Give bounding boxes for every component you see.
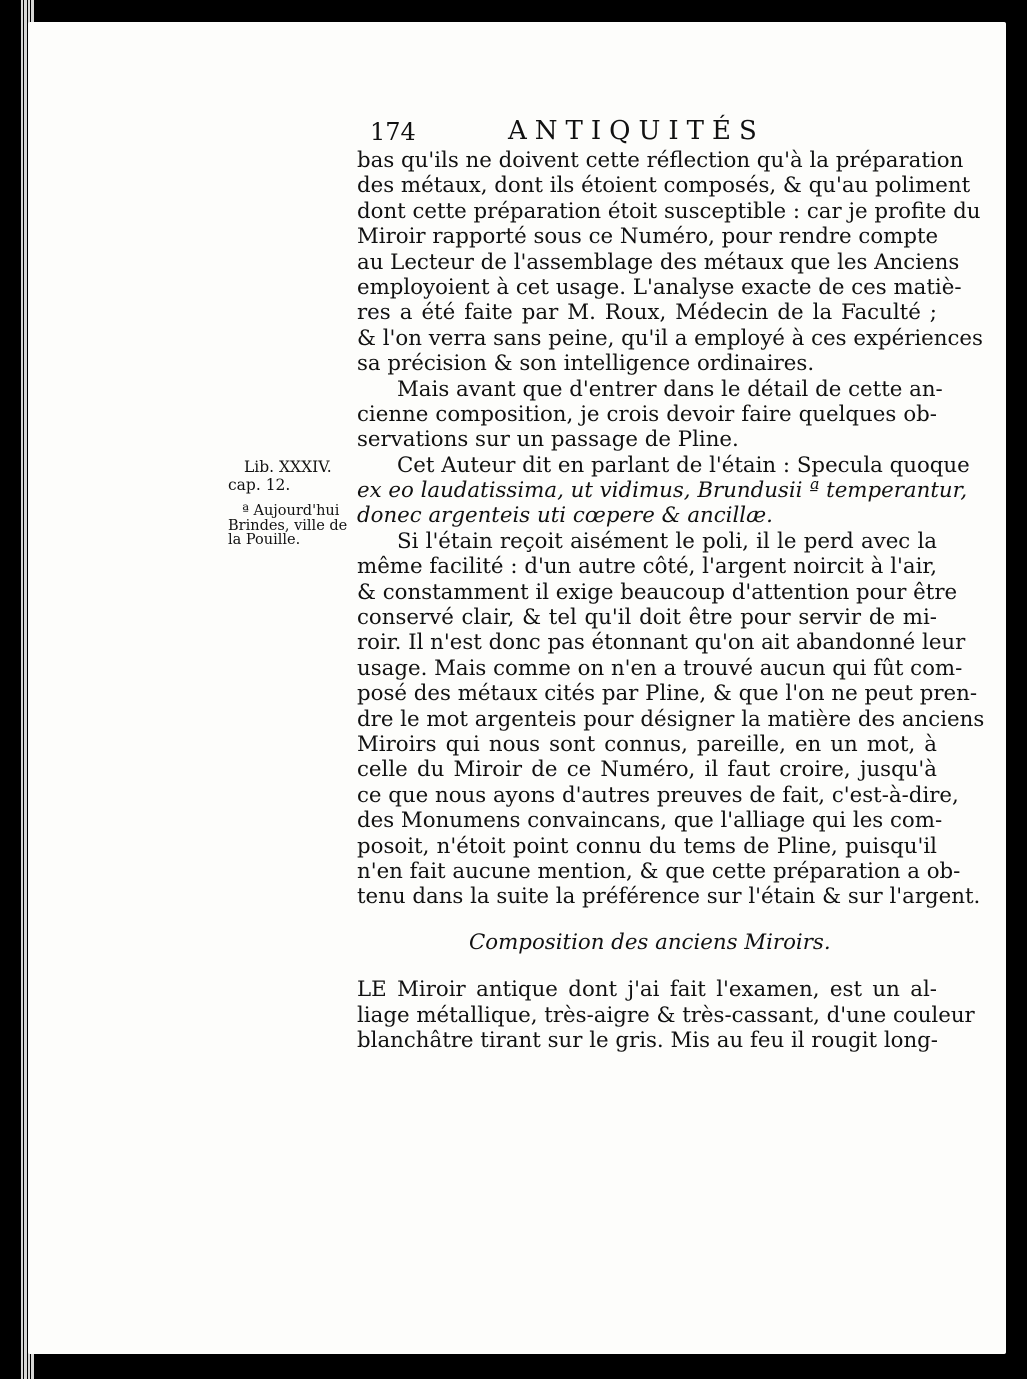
text-line: usage. Mais comme on n'en a trouvé aucun qui fût com-	[357, 655, 963, 681]
text-line: n'en fait aucune mention, & que cette préparation a ob-	[357, 858, 961, 884]
text-line: des Monumens convaincans, que l'alliage qui les com-	[357, 808, 943, 834]
margin-reference-line: cap. 12.	[228, 476, 291, 494]
text-line: Miroirs qui nous sont connus, pareille, en un mot, à	[357, 731, 937, 757]
text-line: Mais avant que d'entrer dans le détail de cette an-	[397, 376, 943, 402]
text-line: ce que nous ayons d'autres preuves de fait, c'est-à-dire,	[357, 782, 959, 808]
page-number: 174	[370, 118, 416, 146]
text-line: donec argenteis uti cœpere & ancillæ.	[357, 503, 773, 529]
text-line: Si l'étain reçoit aisément le poli, il le perd avec la	[397, 528, 937, 554]
margin-reference-line: Lib. XXXIV.	[244, 458, 332, 476]
text-line: dont cette préparation étoit susceptible : car je profite du	[357, 198, 981, 224]
margin-notes	[228, 458, 363, 548]
text-line: bas qu'ils ne doivent cette réflection qu'à la préparation	[357, 148, 964, 173]
text-line: cienne composition, je crois devoir faire quelques ob-	[357, 401, 937, 427]
text-line: même facilité : d'un autre côté, l'argent noircit à l'air,	[357, 554, 937, 580]
text-line: servations sur un passage de Pline.	[357, 427, 739, 453]
text-line: au Lecteur de l'assemblage des métaux que les Anciens	[357, 249, 960, 275]
text-line: liage métallique, très-aigre & très-cassant, d'une couleur	[357, 1002, 975, 1028]
text-line: posé des métaux cités par Pline, & que l'on ne peut pren-	[357, 681, 978, 707]
text-line: dre le mot argenteis pour désigner la matière des anciens	[357, 706, 985, 732]
margin-footnote	[228, 504, 363, 548]
margin-reference	[228, 458, 363, 494]
footnote-line: ª Aujourd'hui	[242, 503, 340, 519]
text-line: sa précision & son intelligence ordinaires.	[357, 351, 815, 377]
text-line: blanchâtre tirant sur le gris. Mis au feu il rougit long-	[357, 1027, 939, 1053]
text-line: celle du Miroir de ce Numéro, il faut croire, jusqu'à	[357, 757, 937, 783]
text-line: employoient à cet usage. L'analyse exacte de ces matiè-	[357, 274, 962, 300]
text-line: tenu dans la suite la préférence sur l'étain & sur l'argent.	[357, 884, 981, 910]
text-line: res a été faite par M. Roux, Médecin de la Faculté ;	[357, 300, 937, 326]
running-title: ANTIQUITÉS	[508, 116, 765, 146]
text-line: & l'on verra sans peine, qu'il a employé à ces expériences	[357, 325, 983, 351]
text-line: conservé clair, & tel qu'il doit être pour servir de mi-	[357, 605, 937, 631]
section-heading: Composition des anciens Miroirs.	[469, 929, 831, 955]
text-line	[357, 452, 970, 478]
footnote-line: la Pouille.	[228, 532, 301, 548]
text-line: LE Miroir antique dont j'ai fait l'examen, est un al-	[357, 977, 937, 1003]
footnote-line: Brindes, ville de	[228, 517, 348, 534]
body-text	[357, 148, 985, 1053]
text-line: des métaux, dont ils étoient composés, & qu'au poliment	[357, 173, 971, 199]
text-line-content: Cet Auteur dit en parlant de l'étain : Specula quoque	[397, 452, 970, 478]
text-line: & constamment il exige beaucoup d'attention pour être	[357, 579, 958, 605]
text-line: roir. Il n'est donc pas étonnant qu'on ait abandonné leur	[357, 630, 966, 656]
text-line: Miroir rapporté sous ce Numéro, pour rendre compte	[357, 224, 939, 250]
text-line: posoit, n'étoit point connu du tems de Pline, puisqu'il	[357, 833, 937, 859]
text-line: ex eo laudatissima, ut vidimus, Brundusii ª temperantur,	[357, 478, 968, 504]
